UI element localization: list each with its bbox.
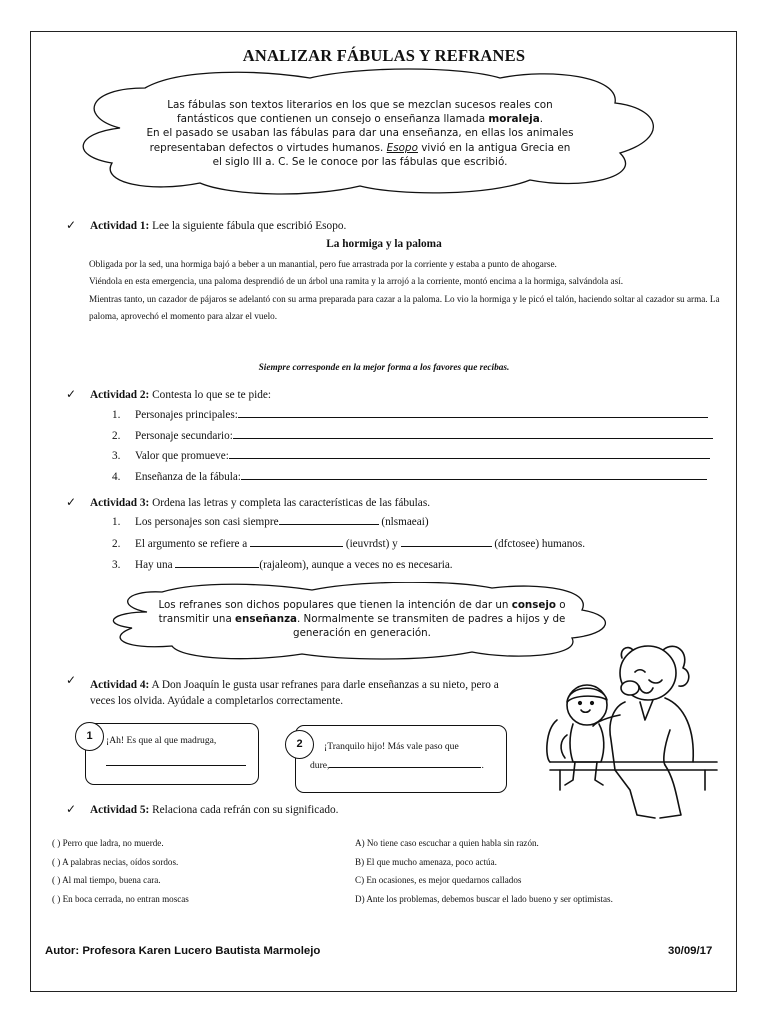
item-number: 3. (112, 559, 121, 571)
cloud-text-line: En el pasado se usaban las fábulas para dar una enseñanza, en ellas los animales (146, 127, 574, 140)
item-label: Personajes principales: (135, 409, 238, 421)
checkmark-icon: ✓ (66, 218, 77, 232)
answer-line[interactable] (329, 756, 481, 768)
meaning-item: B) El que mucho amenaza, poco actúa. (355, 856, 497, 867)
activity-2-list (112, 405, 713, 487)
item-text: El argumento se refiere a (135, 537, 251, 550)
list-item (112, 555, 585, 577)
activity-3-instruction (90, 497, 430, 509)
cloud-text-line: o (555, 599, 566, 611)
answer-line[interactable] (106, 754, 246, 766)
cloud-text-line: . Normalmente se transmiten de padres a hijos y de (297, 613, 566, 625)
number-badge: 1 (75, 722, 104, 751)
proverb-item[interactable]: ( ) Al mal tiempo, buena cara. (52, 875, 161, 885)
keyword-moraleja: moraleja (488, 113, 540, 126)
proverb-box-1 (85, 723, 259, 785)
grandfather-grandson-illustration (545, 640, 720, 820)
cloud-text-line: vivió en la antigua Grecia en (417, 141, 571, 154)
answer-line[interactable] (238, 406, 708, 418)
meanings-column (355, 834, 613, 908)
cloud-fables-definition (140, 98, 580, 169)
proverb-text: ¡Ah! Es que al que madruga, (106, 735, 217, 746)
cloud-text-line: representaban defectos o virtudes humanos. (149, 141, 387, 154)
proverb-text: dure, (310, 760, 330, 771)
activity-1-instruction (90, 220, 346, 232)
keyword-consejo: consejo (511, 599, 556, 611)
proverb-item[interactable]: ( ) A palabras necias, oídos sordos. (52, 856, 179, 867)
story-paragraph: Mientras tanto, un cazador de pájaros se adelantó con su arma preparada para cazar a la paloma. Lo vio la hormiga y le picó el talón, haciendo soltar al cazador su arma. La paloma, aprovechó el momento para alzar el vuelo. (89, 293, 720, 321)
cloud-text-line: generación en generación. (293, 627, 431, 639)
esopo-link[interactable]: Esopo (386, 141, 418, 154)
item-label: Personaje secundario: (135, 429, 233, 442)
activity-3-list (112, 512, 585, 577)
activity-4-instruction-line2: veces los olvida. Ayúdale a completarlos correctamente. (90, 695, 344, 707)
item-number: 2. (112, 537, 121, 550)
list-item (112, 467, 713, 488)
item-text: Los personajes son casi siempre (135, 516, 279, 528)
item-text: (nlsmaeai) (378, 516, 429, 528)
activity-text: Relaciona cada refrán con su significado. (149, 804, 339, 816)
item-text: (ieuvrdst) y (343, 537, 401, 550)
meaning-item: A) No tiene caso escuchar a quien habla sin razón. (355, 838, 539, 848)
item-text: (rajaleom), aunque a veces no es necesaria. (259, 559, 453, 571)
cloud-text-line: Las fábulas son textos literarios en los que se mezclan sucesos reales con (167, 99, 553, 111)
story-paragraph: Viéndola en esta emergencia, una paloma desprendió de un árbol una ramita y la arrojó a la corriente, montó encima a la hormiga, salvándola así. (89, 276, 623, 287)
cloud-text-line: fantásticos que contienen un consejo o enseñanza llamada (176, 113, 489, 126)
number-badge: 2 (285, 730, 314, 759)
page-title: ANALIZAR FÁBULAS Y REFRANES (242, 46, 526, 65)
punctuation: . (539, 113, 544, 126)
item-text: (dfctosee) humanos. (491, 537, 586, 550)
activity-text: A Don Joaquín le gusta usar refranes para darle enseñanzas a su nieto, pero a (149, 679, 499, 691)
answer-line[interactable] (279, 513, 379, 525)
answer-line[interactable] (229, 447, 710, 459)
story-body (89, 256, 721, 325)
answer-line[interactable] (233, 427, 713, 439)
list-item (112, 405, 713, 426)
list-item (112, 512, 585, 534)
item-number: 1. (112, 516, 121, 528)
activity-label: Actividad 5: (90, 804, 150, 816)
activity-text: Contesta lo que se te pide: (149, 389, 272, 401)
activity-5-instruction (90, 804, 338, 816)
item-number: 2. (112, 429, 121, 442)
activity-text: Ordena las letras y completa las características de las fábulas. (149, 497, 431, 509)
proverbs-column (52, 834, 189, 908)
meaning-item: C) En ocasiones, es mejor quedarnos callados (355, 875, 522, 885)
answer-line[interactable] (175, 556, 259, 568)
activity-text: Lee la siguiente fábula que escribió Esopo. (149, 220, 347, 232)
checkmark-icon: ✓ (66, 495, 77, 509)
proverb-text: ¡Tranquilo hijo! Más vale paso que (324, 741, 459, 752)
list-item (112, 426, 713, 447)
item-number: 1. (112, 409, 121, 421)
proverb-box-2 (295, 725, 507, 793)
author-credit: Autor: Profesora Karen Lucero Bautista Marmolejo (45, 945, 321, 957)
checkmark-icon: ✓ (66, 802, 77, 816)
item-number: 3. (112, 450, 121, 463)
story-title: La hormiga y la paloma (326, 238, 442, 250)
proverb-item[interactable]: ( ) Perro que ladra, no muerde. (52, 838, 164, 848)
period: . (481, 760, 484, 771)
item-number: 4. (112, 470, 121, 483)
proverb-item[interactable]: ( ) En boca cerrada, no entran moscas (52, 893, 189, 904)
checkmark-icon: ✓ (66, 387, 77, 401)
answer-line[interactable] (241, 468, 707, 480)
date: 30/09/17 (668, 945, 713, 957)
proverb-text-line2 (310, 756, 484, 774)
list-item (112, 446, 713, 467)
item-label: Enseñanza de la fábula: (135, 470, 241, 483)
answer-line[interactable] (250, 535, 343, 547)
story-moral: Siempre corresponde en la mejor forma a los favores que recibas. (258, 363, 510, 373)
checkmark-icon: ✓ (66, 673, 77, 687)
list-item (112, 534, 585, 556)
keyword-ensenanza: enseñanza (235, 613, 298, 625)
answer-line[interactable] (401, 535, 492, 547)
activity-4-instruction (90, 675, 540, 695)
cloud-text-line: el siglo III a. C. Se le conoce por las fábulas que escribió. (212, 155, 508, 168)
cloud-proverbs-definition (132, 598, 592, 640)
item-label: Valor que promueve: (135, 450, 229, 463)
activity-label: Actividad 1: (90, 220, 150, 232)
meaning-item: D) Ante los problemas, debemos buscar el lado bueno y ser optimistas. (355, 893, 613, 904)
activity-label: Actividad 2: (90, 389, 150, 401)
cloud-text-line: transmitir una (158, 613, 236, 625)
activity-label: Actividad 3: (90, 497, 150, 509)
activity-label: Actividad 4: (90, 679, 150, 691)
activity-2-instruction (90, 389, 271, 401)
cloud-text-line: Los refranes son dichos populares que tienen la intención de dar un (158, 599, 512, 611)
story-paragraph: Obligada por la sed, una hormiga bajó a beber a un manantial, pero fue arrastrada por la corriente y estaba a punto de ahogarse. (89, 259, 557, 269)
item-text: Hay una (135, 559, 176, 571)
